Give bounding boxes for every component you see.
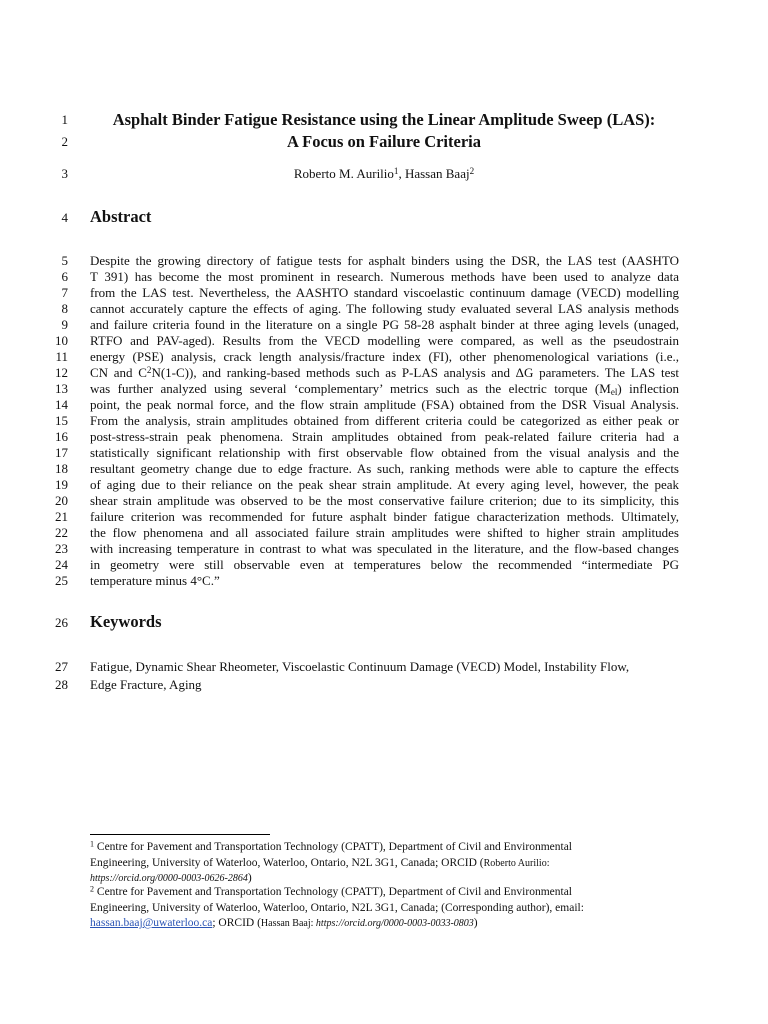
footnote-text: Roberto Aurilio: [483,858,550,869]
line-number: 2 [61,134,68,149]
line-number: 7 [61,285,68,300]
keywords-line: Edge Fracture, Aging [90,677,202,692]
abstract-text: CN and C [90,365,147,380]
paper-title-line-2: A Focus on Failure Criteria [286,132,481,151]
abstract-line: temperature minus 4°C.” [90,573,220,588]
abstract-line: energy (PSE) analysis, crack length analysis/fracture index (FI), other phenomenological variations (i.e., [90,349,679,364]
keywords-line: Fatigue, Dynamic Shear Rheometer, Viscoelastic Continuum Damage (VECD) Model, Instability Flow, [90,659,630,674]
line-number: 19 [55,477,68,492]
line-number: 5 [61,253,68,268]
footnote-text: Hassan Baaj: [260,918,316,929]
footnote-text: ) [473,917,478,929]
abstract-text: ) inflection [617,381,679,396]
line-number: 8 [61,301,68,316]
abstract-line: and failure criteria found in the literature on a single PG 58-28 asphalt binder at three aging levels (unaged, [90,317,679,332]
line-number: 21 [55,509,68,524]
line-number: 3 [61,166,68,181]
line-number: 12 [55,365,68,380]
line-number: 27 [55,659,68,674]
line-number: 28 [55,677,68,692]
email-link[interactable]: hassan.baaj@uwaterloo.ca [90,917,213,929]
line-number: 11 [55,349,68,364]
line-number: 26 [55,615,68,630]
footnote-mark: 2 [90,884,95,894]
line-number: 17 [55,445,68,460]
line-number: 24 [55,557,68,572]
author-name: Hassan Baaj [404,166,470,181]
author-separator: , [398,166,405,181]
abstract-line: cannot accurately capture the effects of aging. The following study evaluated several LAS analysis methods [90,301,679,316]
orcid-link[interactable]: https://orcid.org/0000-0003-0626-2864 [90,873,248,884]
footnote-text: Centre for Pavement and Transportation Technology (CPATT), Department of Civil and Environmental [94,841,572,853]
abstract-line [90,381,679,397]
line-number: 9 [61,317,68,332]
affiliation-mark: 1 [393,165,399,176]
paper-title-line-1: Asphalt Binder Fatigue Resistance using the Linear Amplitude Sweep (LAS): [112,110,656,129]
footnote-text: Centre for Pavement and Transportation Technology (CPATT), Department of Civil and Environmental [94,886,572,898]
footnote-1-line [90,871,680,886]
footnote-text: ; ORCID ( [212,917,261,929]
footnote-text: Engineering, University of Waterloo, Waterloo, Ontario, N2L 3G1, Canada; ORCID ( [90,857,484,869]
abstract-line: Despite the growing directory of fatigue tests for asphalt binders using the DSR, the LAS test (AASHTO [90,253,679,268]
author-list [90,166,678,182]
footnote-separator [90,834,270,835]
footnote-1-line [90,856,680,871]
footnote-2-line [90,885,680,900]
abstract-line: T 391) has become the most prominent in research. Numerous methods have been used to analyze data [90,269,679,284]
line-number: 25 [55,573,68,588]
line-number: 6 [61,269,68,284]
abstract-text: N(1-C)), and ranking-based methods such as P-LAS analysis and ΔG parameters. The LAS test [151,365,680,380]
line-number: 14 [55,397,68,412]
line-number: 16 [55,429,68,444]
abstract-line: shear strain amplitude was observed to be the most conservative failure criterion; due to its simplicity, this [90,493,679,508]
abstract-line: resultant geometry change due to edge fracture. As such, ranking methods were able to capture the effects [90,461,679,476]
abstract-heading: Abstract [90,207,152,226]
footnote-mark: 1 [90,839,95,849]
orcid-link[interactable]: https://orcid.org/0000-0003-0033-0803 [315,918,474,929]
abstract-line: from the LAS test. Nevertheless, the AASHTO standard viscoelastic continuum damage (VECD) modelling [90,285,679,300]
abstract-line: with increasing temperature in contrast to what was speculated in the literature, and the flow-based changes [90,541,679,556]
line-number: 4 [61,210,68,225]
footnote-text: ) [247,872,252,884]
line-number: 18 [55,461,68,476]
abstract-line [90,365,679,381]
line-number: 1 [61,112,68,127]
abstract-line: in geometry were still observable even at temperatures below the recommended “intermediate PG [90,557,679,572]
abstract-line: failure criterion was recommended for future asphalt binder fatigue characterization methods. Ultimately, [90,509,679,524]
subscript: el [610,386,618,397]
footnote-2-line: Engineering, University of Waterloo, Waterloo, Ontario, N2L 3G1, Canada; (Corresponding author), email: [90,902,584,914]
line-number: 20 [55,493,68,508]
affiliation-mark: 2 [469,165,475,176]
line-number: 15 [55,413,68,428]
abstract-line: the flow phenomena and all associated failure strain amplitudes were shifted to higher strain amplitudes [90,525,679,540]
abstract-line: From the analysis, strain amplitudes obtained from different criteria could be categorized as either peak or [90,413,679,428]
abstract-line: statistically significant relationship with first observable flow obtained from the visual analysis and the [90,445,679,460]
abstract-line: point, the peak normal force, and the flow strain amplitude (FSA) obtained from the DSR Visual Analysis. [90,397,679,412]
abstract-line: of aging due to their reliance on the peak shear strain amplitude. At every aging level, however, the peak [90,477,679,492]
footnote-2-line [90,916,680,931]
abstract-text: was further analyzed using several ‘complementary’ metrics such as the electric torque (M [90,381,611,396]
author-name: Roberto M. Aurilio [293,166,394,181]
abstract-line: post-stress-strain peak phenomena. Strain amplitudes obtained from peak-related failure criteria had a [90,429,679,444]
abstract-line: RTFO and PAV-aged). Results from the VECD modelling were compared, as well as the pseudostrain [90,333,679,348]
line-number: 23 [55,541,68,556]
line-number: 22 [55,525,68,540]
line-number: 13 [55,381,68,396]
line-number: 10 [55,333,68,348]
superscript: 2 [146,364,152,375]
keywords-heading: Keywords [90,612,162,631]
footnote-1-line [90,840,680,855]
